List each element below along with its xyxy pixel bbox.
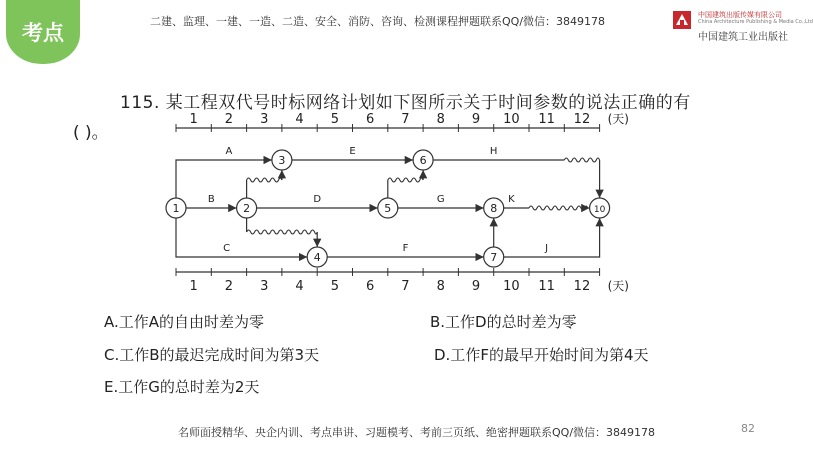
activity-k-label: K: [508, 194, 515, 205]
activity-f-label: F: [402, 243, 409, 254]
page-number: 82: [741, 422, 755, 435]
scale-top-tick-label: 5: [330, 112, 339, 127]
time-scale-top: [176, 112, 629, 132]
node-5-label: 5: [384, 202, 392, 215]
dummy-2-3-wave: [247, 178, 282, 182]
scale-bottom-tick-label: 8: [436, 279, 445, 294]
scale-top-tick-label: 1: [189, 112, 198, 127]
option-c[interactable]: C.工作B的最迟完成时间为第3天: [104, 346, 320, 364]
activity-k-free-float-wave: [529, 206, 588, 210]
scale-top-tick-label: 8: [436, 112, 445, 127]
node-8-label: 8: [490, 202, 498, 215]
node-4-label: 4: [313, 251, 321, 264]
publisher-script: 中国建筑工业出版社: [698, 32, 788, 43]
publisher-name: 中国建筑出版传媒有限公司: [698, 11, 782, 19]
question-line-2: ( )。: [73, 123, 109, 143]
activity-c-arrow: [176, 218, 307, 257]
option-e[interactable]: E.工作G的总时差为2天: [104, 378, 260, 396]
activity-h-label: H: [489, 146, 498, 157]
node-7-label: 7: [490, 251, 498, 264]
scale-bottom-tick-label: 12: [573, 279, 591, 294]
scale-top-tick-label: 11: [538, 112, 555, 127]
scale-bottom-tick-label: 7: [401, 279, 410, 294]
scale-bottom-tick-label: 6: [366, 279, 375, 294]
activity-c-label: C: [223, 243, 231, 254]
dummy-2-4-wave: [247, 230, 318, 234]
dummy-5-6-wave: [388, 178, 423, 182]
activity-b-label: B: [207, 194, 215, 205]
activity-j-arrow: [504, 218, 600, 257]
header-contact-text: 二建、监理、一建、一造、二造、安全、消防、咨询、检测课程押题联系QQ/微信：3849178: [150, 15, 606, 28]
scale-bottom-tick-label: 9: [471, 279, 481, 294]
scale-top-tick-label: 10: [503, 112, 520, 127]
node-1-label: 1: [172, 202, 180, 215]
scale-top-tick-label: 3: [260, 112, 269, 127]
activity-d-label: D: [313, 194, 322, 205]
scale-bottom-tick-label: 11: [538, 279, 555, 294]
scale-bottom-unit-label: (天): [607, 279, 629, 293]
scale-bottom-tick-label: 2: [224, 279, 234, 294]
scale-bottom-tick-label: 1: [189, 279, 198, 294]
scale-top-tick-label: 6: [366, 112, 375, 127]
option-d[interactable]: D.工作F的最早开始时间为第4天: [434, 346, 649, 364]
scale-top-unit-label: (天): [607, 112, 629, 126]
scale-top-tick-label: 4: [295, 112, 304, 127]
scale-top-tick-label: 9: [471, 112, 481, 127]
activity-g-label: G: [436, 194, 445, 205]
scale-top-tick-label: 7: [401, 112, 410, 127]
node-3-label: 3: [278, 154, 286, 167]
activity-e-label: E: [349, 146, 356, 157]
scale-top-tick-label: 2: [224, 112, 234, 127]
scale-bottom-tick-label: 10: [503, 279, 520, 294]
scale-bottom-tick-label: 5: [330, 279, 339, 294]
footer-contact-text: 名师面授精华、央企内训、考点串讲、习题模考、考前三页纸、绝密押题联系QQ/微信：3849178: [178, 426, 656, 439]
option-a[interactable]: A.工作A的自由时差为零: [104, 313, 265, 331]
activity-j-label: J: [545, 243, 549, 254]
question-line-1: 115. 某工程双代号时标网络计划如下图所示关于时间参数的说法正确的有: [120, 93, 691, 113]
publisher-subtitle: China Architecture Publishing & Media Co.,Ltd: [698, 19, 813, 25]
time-scale-bottom: [176, 268, 629, 294]
scale-top-tick-label: 12: [573, 112, 591, 127]
option-b[interactable]: B.工作D的总时差为零: [430, 313, 577, 331]
activity-h-free-float-wave: [564, 158, 599, 162]
node-10-label: 10: [593, 205, 606, 215]
activity-a-label: A: [225, 146, 233, 157]
scale-bottom-tick-label: 4: [295, 279, 304, 294]
node-2-label: 2: [243, 202, 251, 215]
node-6-label: 6: [419, 154, 427, 167]
scale-bottom-tick-label: 3: [260, 279, 269, 294]
badge-label: 考点: [22, 21, 64, 45]
